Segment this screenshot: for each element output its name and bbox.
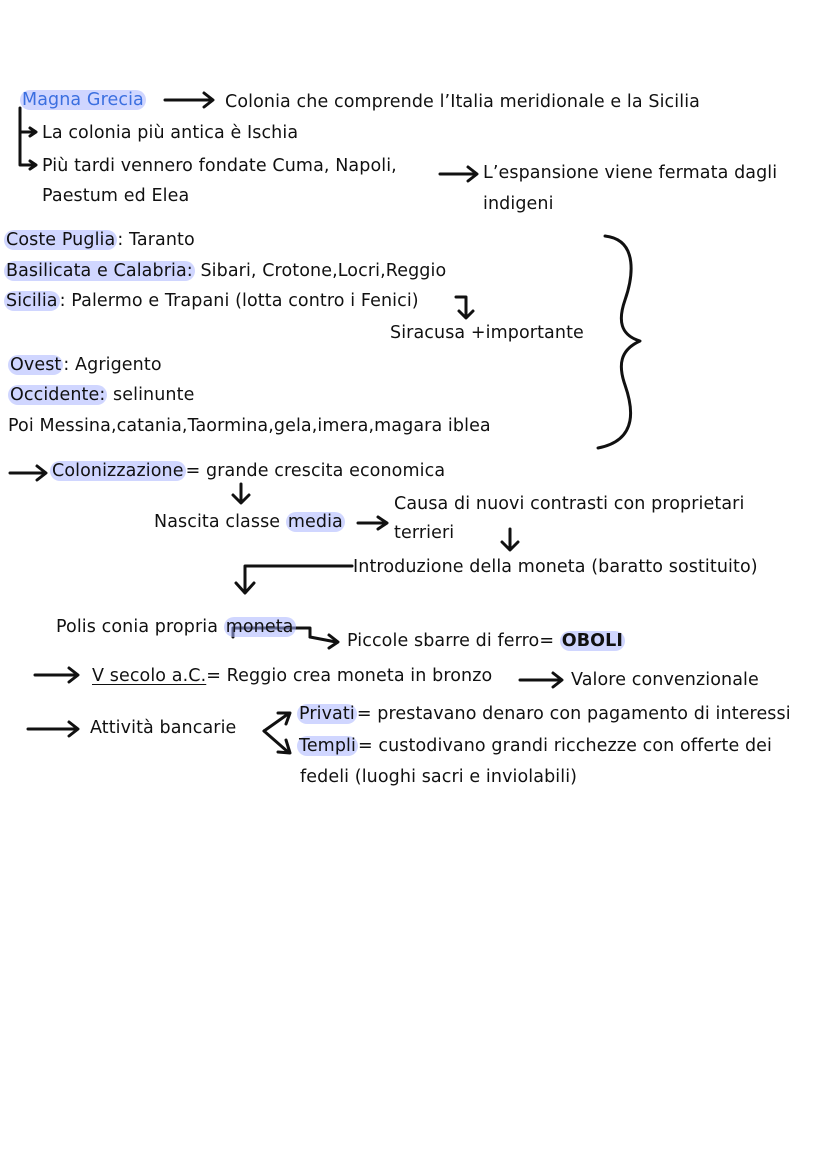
later-founded-line2: Paestum ed Elea xyxy=(42,186,190,206)
colonizzazione-value: = grande crescita economica xyxy=(185,461,446,481)
curly-brace xyxy=(598,236,640,448)
arrowhead-fork-templi xyxy=(278,740,290,753)
basilicata-label: Basilicata e Calabria: xyxy=(6,261,193,281)
arrowhead-fork-privati xyxy=(278,713,290,724)
arrowhead-secolo xyxy=(69,668,78,682)
arrowhead-piccole xyxy=(329,635,338,648)
templi-label: Templi xyxy=(299,736,356,756)
region-puglia xyxy=(4,229,195,251)
ovest-label: Ovest xyxy=(10,355,62,375)
causa-line2: terrieri xyxy=(394,523,455,543)
region-sicilia xyxy=(4,290,419,312)
arrowhead-colonizzazione xyxy=(37,466,46,480)
region-poi: Poi Messina,catania,Taormina,gela,imera,magara iblea xyxy=(8,416,491,436)
oboli-label: OBOLI xyxy=(561,631,624,651)
privati-label: Privati xyxy=(299,704,355,724)
polis-prefix: Polis conia propria xyxy=(56,617,224,637)
occidente-label: Occidente: xyxy=(10,385,106,405)
polis-moneta: moneta xyxy=(225,617,294,637)
nascita-media: media xyxy=(287,512,343,532)
causa-line1: Causa di nuovi contrasti con proprietari xyxy=(394,494,745,514)
arrow-siracusa xyxy=(456,297,466,317)
secolo-label: V secolo a.C. xyxy=(92,666,207,686)
colonizzazione-line xyxy=(50,460,445,482)
oldest-colony: La colonia più antica è Ischia xyxy=(42,123,299,143)
valore-line: Valore convenzionale xyxy=(571,670,759,690)
arrowhead-definition xyxy=(204,93,213,107)
polis-line xyxy=(56,616,296,638)
piccole-line xyxy=(347,630,625,652)
region-occidente xyxy=(8,384,194,406)
introduzione-line: Introduzione della moneta (baratto sostituito) xyxy=(353,557,758,577)
nascita-line xyxy=(154,511,345,533)
expansion-line1: L’espansione viene fermata dagli xyxy=(483,163,778,183)
magna-grecia-definition: Colonia che comprende l’Italia meridionale e la Sicilia xyxy=(225,92,700,112)
arrowhead-causa xyxy=(378,517,387,529)
branch-line xyxy=(20,108,34,165)
magna-grecia-title xyxy=(20,89,146,111)
arrowhead-valore xyxy=(553,673,562,687)
arrowhead-attivita xyxy=(69,722,78,736)
secolo-line xyxy=(92,665,492,687)
sicilia-value: : Palermo e Trapani (lotta contro i Fenici) xyxy=(59,291,419,311)
colonizzazione-label: Colonizzazione xyxy=(52,461,184,481)
region-ovest xyxy=(8,354,162,376)
siracusa-note: Siracusa +importante xyxy=(390,323,584,343)
templi-line xyxy=(297,735,772,757)
arrow-piccole xyxy=(310,637,336,642)
basilicata-value: Sibari, Crotone,Locri,Reggio xyxy=(194,261,447,281)
later-founded-line1: Più tardi vennero fondate Cuma, Napoli, xyxy=(42,156,397,176)
attivita-line: Attività bancarie xyxy=(90,718,237,738)
region-basilicata xyxy=(4,260,446,282)
privati-line xyxy=(297,703,791,725)
arrowhead-expansion xyxy=(468,167,477,181)
secolo-value: = Reggio crea moneta in bronzo xyxy=(206,666,493,686)
nascita-prefix: Nascita classe xyxy=(154,512,286,532)
ovest-value: : Agrigento xyxy=(63,355,162,375)
templi-value: = custodivano grandi ricchezze con offerte dei xyxy=(357,736,773,756)
occidente-value: selinunte xyxy=(107,385,195,405)
sicilia-label: Sicilia xyxy=(6,291,58,311)
templi-line2: fedeli (luoghi sacri e inviolabili) xyxy=(300,767,578,787)
arrowhead-later xyxy=(30,161,36,169)
arrow-introduzione xyxy=(245,566,352,592)
puglia-value: : Taranto xyxy=(117,230,195,250)
arrowhead-down-nascita xyxy=(233,495,249,503)
fork-templi xyxy=(264,731,288,752)
arrowhead-down-terrieri xyxy=(502,542,518,550)
arrowhead-oldest xyxy=(30,128,36,136)
privati-value: = prestavano denaro con pagamento di interessi xyxy=(356,704,791,724)
expansion-line2: indigeni xyxy=(483,194,554,214)
arrowhead-siracusa xyxy=(459,311,473,318)
arrowhead-introduzione xyxy=(236,583,254,593)
magna-grecia-label: Magna Grecia xyxy=(22,90,144,110)
piccole-text: Piccole sbarre di ferro= xyxy=(347,631,560,651)
puglia-label: Coste Puglia xyxy=(6,230,116,250)
fork-privati xyxy=(264,714,288,731)
